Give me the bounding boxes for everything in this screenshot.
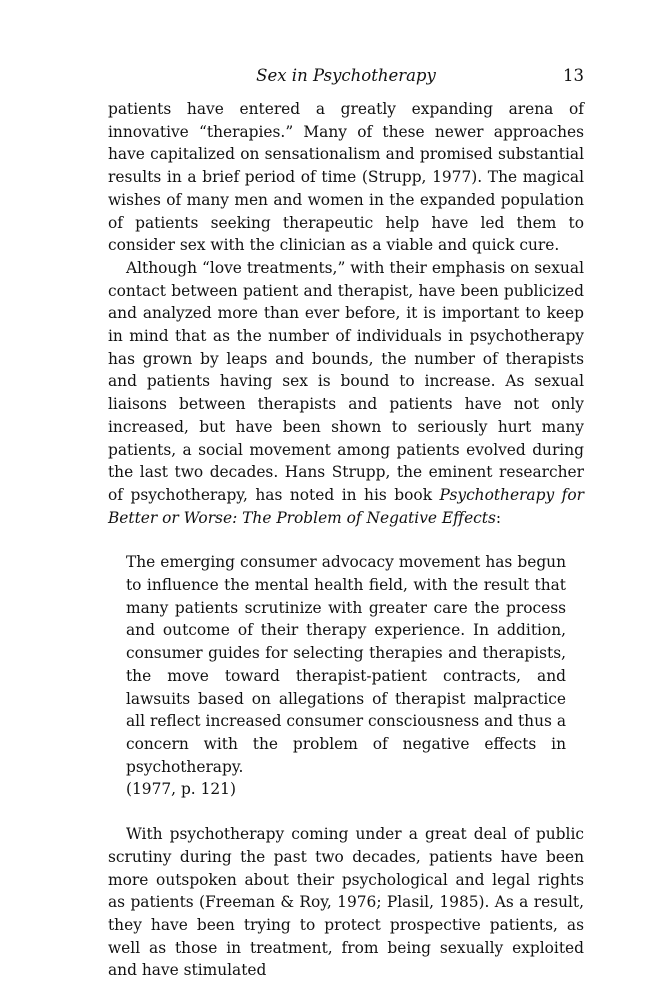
page-number: 13 <box>563 66 584 85</box>
paragraph-continuation: patients have entered a greatly expanding arena of innovative “therapies.” Many of these newer approaches have capitalized on sensationalism and promised substantial results in a brief period of time (Strupp, 1977). The magical wishes of many men and women in the expanded population of patients seeking therapeutic help have led them to consider sex with the clinician as a viable and quick cure. <box>108 100 584 255</box>
running-title: Sex in Psychotherapy <box>256 66 436 85</box>
paragraph-love-treatments <box>108 257 584 529</box>
book-title: Psychotherapy for Better or Worse: The Problem of Negative Effects <box>108 485 584 527</box>
running-head <box>108 64 584 88</box>
quote-body: The emerging consumer advocacy movement has begun to influence the mental health field, with the result that many patients scrutinize with greater care the process and outcome of their therapy experience. In addition, consumer guides for selecting therapies and therapists, the move toward therapist-patient contracts, and lawsuits based on allegations of therapist malpractice all reflect increased consumer consciousness and thus a concern with the problem of negative effects in psychotherapy. <box>126 553 566 776</box>
quote-citation: (1977, p. 121) <box>126 780 236 799</box>
quote-text <box>126 551 566 801</box>
body-text <box>108 98 584 982</box>
paragraph-text: Although “love treatments,” with their emphasis on sexual contact between patient and therapist, have been publicized and analyzed more than ever before, it is important to keep in mind that as the number of individuals in psychotherapy has grown by leaps and bounds, the number of therapists and patients having sex is bound to increase. As sexual liaisons between therapists and patients have not only increased, but have been shown to seriously hurt many patients, a social movement among patients evolved during the last two decades. Hans Strupp, the eminent researcher of psychotherapy, has noted in his book <box>108 258 584 504</box>
block-quote <box>126 551 566 801</box>
paragraph-public-scrutiny: With psychotherapy coming under a great deal of public scrutiny during the past two decades, patients have been more outspoken about their psychological and legal rights as patients (Freeman & Roy, 1976; Plasil, 1985). As a result, they have been trying to protect prospective patients, as well as those in treatment, from being sexually exploited and have stimulated <box>108 825 584 980</box>
paragraph-text-end: : <box>495 508 502 527</box>
